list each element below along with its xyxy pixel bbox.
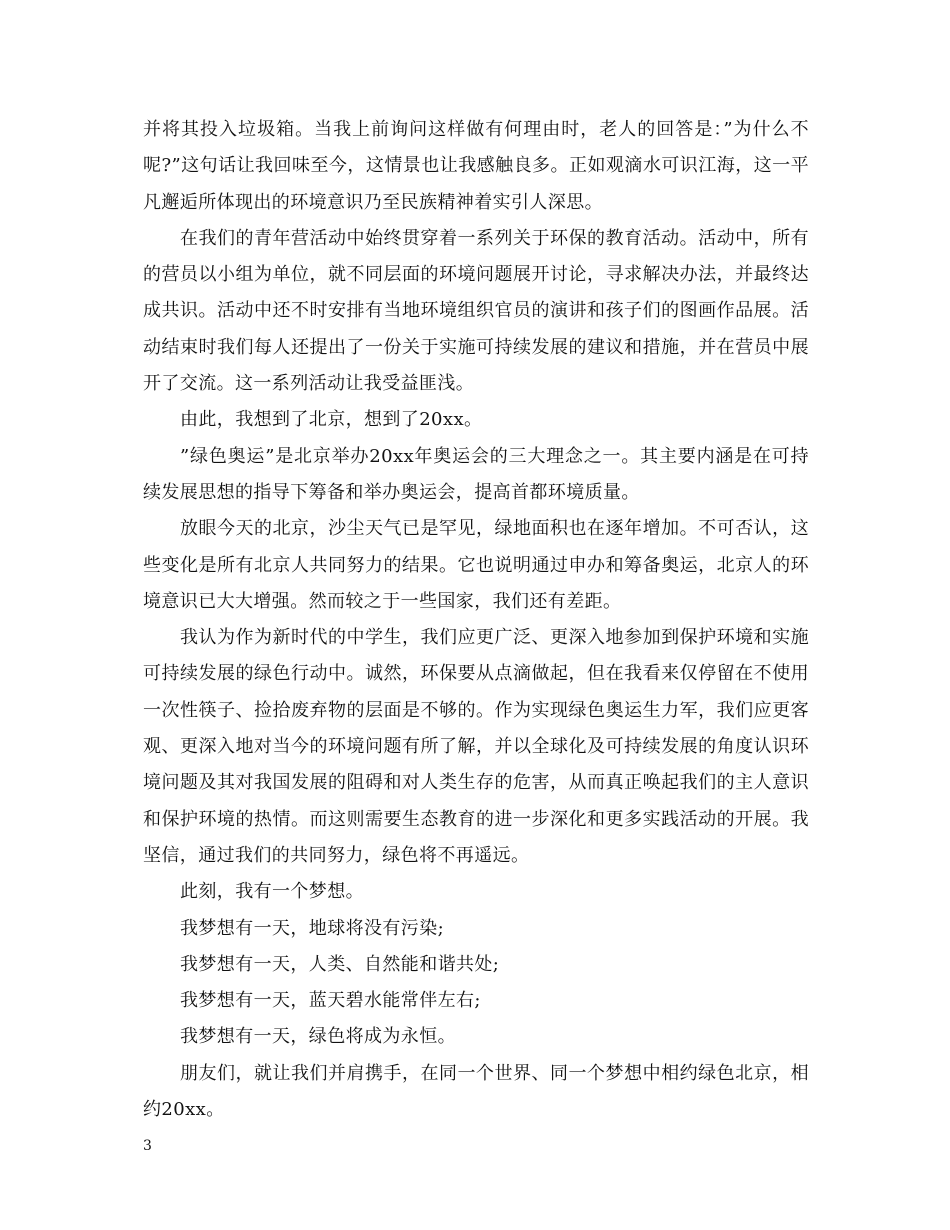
paragraph-i-have-a-dream: 此刻，我有一个梦想。 xyxy=(180,881,364,903)
paragraph-youth-camp-activities: 在我们的青年营活动中始终贯穿着一系列关于环保的教育活动。活动中，所有的营员以小组为单位，就不同层面的环境问题展开讨论，寻求解决办法，并最终达成共识。活动中还不时安排有当地环境组织官员的演讲和孩子们的图画作品展。活动结束时我们每人还提出了一份关于实施可持续发展的建议和措施，并在营员中展开了交流。这一系列活动让我受益匪浅。 xyxy=(143,227,809,395)
paragraph-continuation: 并将其投入垃圾箱。当我上前询问这样做有何理由时，老人的回答是：”为什么不呢?”这句话让我回味至今，这情景也让我感触良多。正如观滴水可识江海，这一平凡邂逅所体现出的环境意识乃至民族精神着实引人深思。 xyxy=(143,119,809,213)
paragraph-student-role: 我认为作为新时代的中学生，我们应更广泛、更深入地参加到保护环境和实施可持续发展的绿色行动中。诚然，环保要从点滴做起，但在我看来仅停留在不使用一次性筷子、捡拾废弃物的层面是不够的。作为实现绿色奥运生力军，我们应更客观、更深入地对当今的环境问题有所了解，并以全球化及可持续发展的角度认识环境问题及其对我国发展的阻碍和对人类生存的危害，从而真正唤起我们的主人意识和保护环境的热情。而这则需要生态教育的进一步深化和更多实践活动的开展。我坚信，通过我们的共同努力，绿色将不再遥远。 xyxy=(143,627,809,866)
paragraph-beijing-today: 放眼今天的北京，沙尘天气已是罕见，绿地面积也在逐年增加。不可否认，这些变化是所有北京人共同努力的结果。它也说明通过申办和筹备奥运，北京人的环境意识已大大增强。然而较之于一些国家，我们还有差距。 xyxy=(143,518,809,612)
page-number: 3 xyxy=(143,1138,152,1154)
document-body xyxy=(143,112,809,1128)
paragraph-thinking-of-beijing: 由此，我想到了北京，想到了20xx。 xyxy=(180,409,483,431)
paragraph-dream-green-forever: 我梦想有一天，绿色将成为永恒。 xyxy=(180,1026,456,1048)
paragraph-dream-harmony: 我梦想有一天，人类、自然能和谐共处; xyxy=(180,953,500,975)
paragraph-dream-blue-sky: 我梦想有一天，蓝天碧水能常伴左右; xyxy=(180,990,481,1012)
paragraph-dream-no-pollution: 我梦想有一天，地球将没有污染; xyxy=(180,917,445,939)
paragraph-closing: 朋友们，就让我们并肩携手，在同一个世界、同一个梦想中相约绿色北京，相约20xx。 xyxy=(143,1062,809,1121)
paragraph-green-olympics: ”绿色奥运”是北京举办20xx年奥运会的三大理念之一。其主要内涵是在可持续发展思想的指导下筹备和举办奥运会，提高首都环境质量。 xyxy=(143,445,809,503)
